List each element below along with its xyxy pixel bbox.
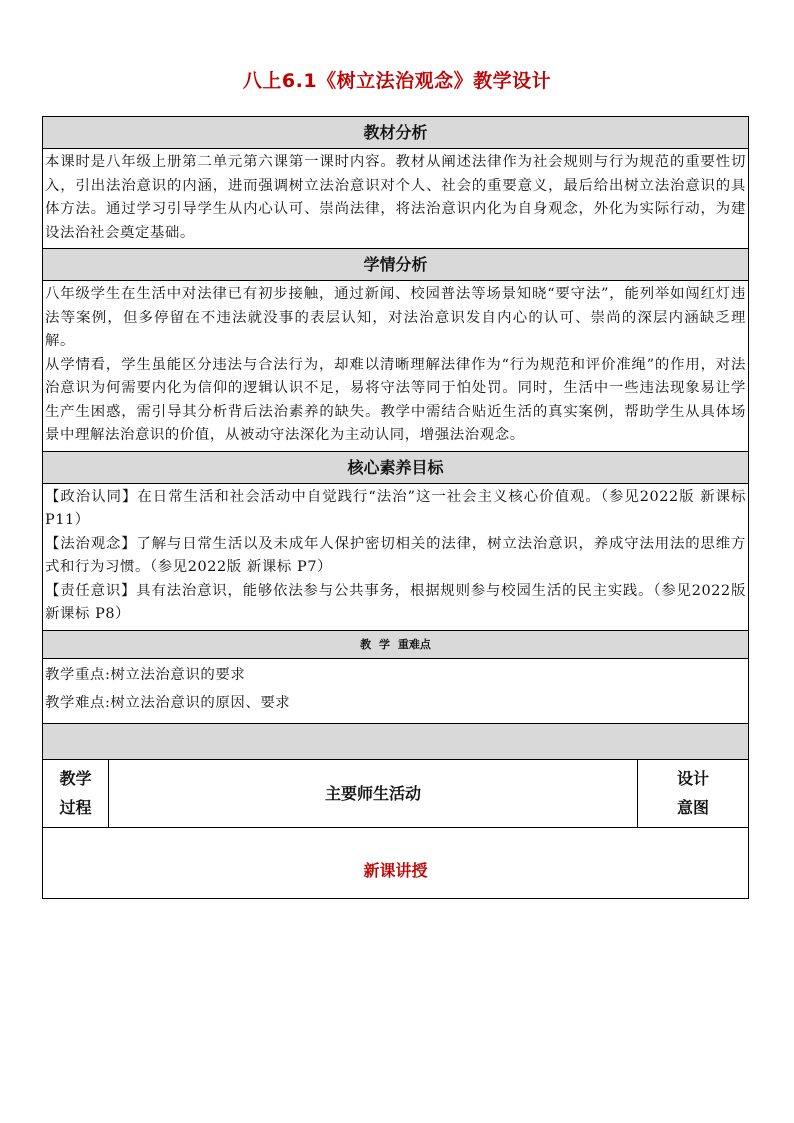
key-points-heading: 教 学 重难点 (43, 631, 748, 659)
student-analysis-paragraph-2: 从学情看，学生虽能区分违法与合法行为，却难以清晰理解法律作为“行为规范和评价准绳”的作用，对法治意识为何需要内化为信仰的逻辑认识不足，易将守法等同于怕处罚。同时，生活中一些违法现象易让学生产生困惑，需引导其分析背后法治素养的缺失。教学中需结合贴近生活的真实案例，帮助学生从具体场景中理解法治意识的价值，从被动守法深化为主动认同，增强法治观念。 (45, 356, 746, 443)
student-analysis-body (43, 281, 748, 452)
core-literacy-heading: 核心素养目标 (43, 452, 748, 484)
blank-gray-row (43, 724, 748, 760)
page-title: 八上6.1《树立法治观念》教学设计 (242, 70, 552, 92)
key-point-difficulty: 教学难点:树立法治意识的原因、要求 (45, 694, 291, 711)
lesson-plan-table (42, 116, 749, 899)
activity-header-row (43, 760, 748, 828)
core-literacy-item-political: 【政治认同】在日常生活和社会活动中自觉践行“法治”这一社会主义核心价值观。（参见2022版 新课标 P11） (45, 488, 746, 528)
student-analysis-heading: 学情分析 (43, 249, 748, 281)
textbook-analysis-paragraph: 本课时是八年级上册第二单元第六课第一课时内容。教材从阐述法律作为社会规则与行为规范的重要性切入，引出法治意识的内涵，进而强调树立法治意识对个人、社会的重要意义，最后给出树立法治意识的具体方法。通过学习引导学生从内心认可、崇尚法律，将法治意识内化为自身观念，外化为实际行动，为建设法治社会奠定基础。 (45, 154, 746, 241)
textbook-analysis-body (43, 149, 748, 249)
teaching-process-header (43, 760, 109, 827)
student-analysis-paragraph-1: 八年级学生在生活中对法律已有初步接触，通过新闻、校园普法等场景知晓“要守法”，能列举如闯红灯违法等案例，但多停留在不违法就没事的表层认知，对法治意识发自内心的认可、崇尚的深层内涵缺乏理解。 (45, 286, 746, 349)
teaching-process-label: 教学过程 (59, 769, 92, 817)
key-points-body (43, 659, 748, 724)
textbook-analysis-heading: 教材分析 (43, 117, 748, 149)
core-literacy-body (43, 484, 748, 631)
core-literacy-item-rule-of-law: 【法治观念】了解与日常生活以及未成年人保护密切相关的法律，树立法治意识，养成守法用法的思维方式和行为习惯。（参见2022版 新课标 P7） (45, 535, 746, 575)
key-point-focus: 教学重点:树立法治意识的要求 (45, 666, 246, 683)
design-intent-label: 设计意图 (676, 769, 709, 817)
design-intent-header (638, 760, 748, 827)
core-literacy-item-responsibility: 【责任意识】具有法治意识，能够依法参与公共事务，根据规则参与校园生活的民主实践。（参见2022版 新课标 P8） (45, 582, 746, 622)
main-activities-header: 主要师生活动 (109, 760, 638, 827)
new-lesson-section: 新课讲授 (363, 860, 428, 880)
